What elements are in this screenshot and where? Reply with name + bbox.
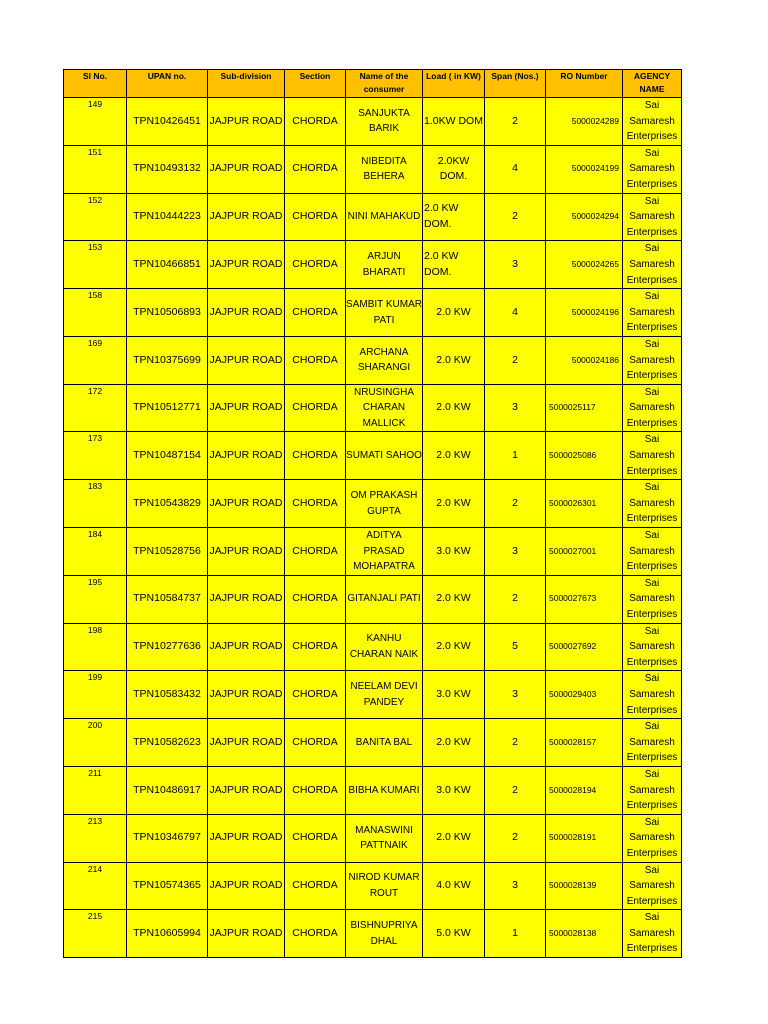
sub-division-cell: JAJPUR ROAD	[208, 241, 285, 289]
table-row	[64, 432, 682, 480]
header-load: Load ( in KW)	[423, 70, 485, 98]
consumer-name-cell: MANASWINI PATTNAIK	[346, 814, 423, 862]
section-cell: CHORDA	[285, 289, 346, 337]
section-cell: CHORDA	[285, 432, 346, 480]
section-cell: CHORDA	[285, 384, 346, 432]
sl-no-cell: 213	[64, 814, 127, 862]
sl-no-cell: 199	[64, 671, 127, 719]
table-row	[64, 241, 682, 289]
consumer-name-cell: ARJUN BHARATI	[346, 241, 423, 289]
load-cell: 2.0 KW	[423, 289, 485, 337]
span-cell: 2	[485, 336, 546, 384]
agency-name-cell: Sai Samaresh Enterprises	[623, 145, 682, 193]
sl-no-cell: 183	[64, 480, 127, 528]
load-cell: 2.0 KW DOM.	[423, 193, 485, 241]
consumer-name-cell: SANJUKTA BARIK	[346, 98, 423, 146]
upan-cell: TPN10574365	[127, 862, 208, 910]
section-cell: CHORDA	[285, 98, 346, 146]
load-cell: 5.0 KW	[423, 910, 485, 958]
upan-cell: TPN10487154	[127, 432, 208, 480]
upan-cell: TPN10426451	[127, 98, 208, 146]
span-cell: 2	[485, 193, 546, 241]
consumer-name-cell: GITANJALI PATI	[346, 575, 423, 623]
ro-number-cell: 5000024294	[546, 193, 623, 241]
span-cell: 5	[485, 623, 546, 671]
ro-number-cell: 5000024186	[546, 336, 623, 384]
agency-name-cell: Sai Samaresh Enterprises	[623, 766, 682, 814]
section-cell: CHORDA	[285, 814, 346, 862]
header-span: Span (Nos.)	[485, 70, 546, 98]
section-cell: CHORDA	[285, 336, 346, 384]
sub-division-cell: JAJPUR ROAD	[208, 289, 285, 337]
ro-number-cell: 5000029403	[546, 671, 623, 719]
span-cell: 2	[485, 719, 546, 767]
span-cell: 2	[485, 98, 546, 146]
header-ro-number: RO Number	[546, 70, 623, 98]
sub-division-cell: JAJPUR ROAD	[208, 384, 285, 432]
agency-name-cell: Sai Samaresh Enterprises	[623, 814, 682, 862]
sl-no-cell: 149	[64, 98, 127, 146]
consumer-name-cell: BIBHA KUMARI	[346, 766, 423, 814]
agency-name-cell: Sai Samaresh Enterprises	[623, 910, 682, 958]
sl-no-cell: 151	[64, 145, 127, 193]
ro-number-cell: 5000024196	[546, 289, 623, 337]
ro-number-cell: 5000028191	[546, 814, 623, 862]
consumer-name-cell: BISHNUPRIYA DHAL	[346, 910, 423, 958]
load-cell: 1.0KW DOM	[423, 98, 485, 146]
span-cell: 3	[485, 862, 546, 910]
ro-number-cell: 5000028138	[546, 910, 623, 958]
consumer-name-cell: NIROD KUMAR ROUT	[346, 862, 423, 910]
table-row	[64, 336, 682, 384]
agency-name-cell: Sai Samaresh Enterprises	[623, 671, 682, 719]
section-cell: CHORDA	[285, 719, 346, 767]
agency-name-cell: Sai Samaresh Enterprises	[623, 623, 682, 671]
table-row	[64, 384, 682, 432]
upan-cell: TPN10375699	[127, 336, 208, 384]
sub-division-cell: JAJPUR ROAD	[208, 336, 285, 384]
span-cell: 1	[485, 910, 546, 958]
agency-name-cell: Sai Samaresh Enterprises	[623, 98, 682, 146]
sl-no-cell: 214	[64, 862, 127, 910]
section-cell: CHORDA	[285, 671, 346, 719]
sl-no-cell: 200	[64, 719, 127, 767]
ro-number-cell: 5000026301	[546, 480, 623, 528]
upan-cell: TPN10506893	[127, 289, 208, 337]
ro-number-cell: 5000025117	[546, 384, 623, 432]
sl-no-cell: 184	[64, 528, 127, 576]
table-row	[64, 910, 682, 958]
upan-cell: TPN10528756	[127, 528, 208, 576]
span-cell: 3	[485, 384, 546, 432]
span-cell: 1	[485, 432, 546, 480]
sl-no-cell: 158	[64, 289, 127, 337]
sub-division-cell: JAJPUR ROAD	[208, 719, 285, 767]
sub-division-cell: JAJPUR ROAD	[208, 575, 285, 623]
sub-division-cell: JAJPUR ROAD	[208, 193, 285, 241]
sub-division-cell: JAJPUR ROAD	[208, 862, 285, 910]
ro-number-cell: 5000025086	[546, 432, 623, 480]
agency-name-cell: Sai Samaresh Enterprises	[623, 241, 682, 289]
sub-division-cell: JAJPUR ROAD	[208, 432, 285, 480]
section-cell: CHORDA	[285, 480, 346, 528]
load-cell: 2.0 KW	[423, 575, 485, 623]
upan-cell: TPN10605994	[127, 910, 208, 958]
section-cell: CHORDA	[285, 575, 346, 623]
load-cell: 2.0 KW	[423, 623, 485, 671]
sub-division-cell: JAJPUR ROAD	[208, 528, 285, 576]
sl-no-cell: 172	[64, 384, 127, 432]
ro-number-cell: 5000027001	[546, 528, 623, 576]
upan-cell: TPN10486917	[127, 766, 208, 814]
load-cell: 2.0 KW DOM.	[423, 241, 485, 289]
consumer-name-cell: BANITA BAL	[346, 719, 423, 767]
table-row	[64, 671, 682, 719]
load-cell: 4.0 KW	[423, 862, 485, 910]
consumer-name-cell: SUMATI SAHOO	[346, 432, 423, 480]
span-cell: 2	[485, 766, 546, 814]
consumer-name-cell: ARCHANA SHARANGI	[346, 336, 423, 384]
ro-number-cell: 5000027692	[546, 623, 623, 671]
section-cell: CHORDA	[285, 145, 346, 193]
table-row	[64, 623, 682, 671]
ro-number-cell: 5000024289	[546, 98, 623, 146]
span-cell: 2	[485, 814, 546, 862]
sub-division-cell: JAJPUR ROAD	[208, 910, 285, 958]
header-upan-no: UPAN no.	[127, 70, 208, 98]
table-row	[64, 98, 682, 146]
ro-number-cell: 5000027673	[546, 575, 623, 623]
header-sub-division: Sub-division	[208, 70, 285, 98]
sub-division-cell: JAJPUR ROAD	[208, 98, 285, 146]
agency-name-cell: Sai Samaresh Enterprises	[623, 528, 682, 576]
table-row	[64, 528, 682, 576]
sl-no-cell: 215	[64, 910, 127, 958]
span-cell: 2	[485, 480, 546, 528]
sl-no-cell: 152	[64, 193, 127, 241]
consumer-table	[63, 69, 682, 958]
upan-cell: TPN10466851	[127, 241, 208, 289]
span-cell: 3	[485, 241, 546, 289]
table-row	[64, 193, 682, 241]
consumer-name-cell: ADITYA PRASAD MOHAPATRA	[346, 528, 423, 576]
load-cell: 3.0 KW	[423, 671, 485, 719]
ro-number-cell: 5000028157	[546, 719, 623, 767]
consumer-name-cell: NEELAM DEVI PANDEY	[346, 671, 423, 719]
table-row	[64, 862, 682, 910]
load-cell: 2.0 KW	[423, 480, 485, 528]
load-cell: 2.0 KW	[423, 336, 485, 384]
load-cell: 2.0 KW	[423, 384, 485, 432]
section-cell: CHORDA	[285, 241, 346, 289]
consumer-name-cell: SAMBIT KUMAR PATI	[346, 289, 423, 337]
table-row	[64, 145, 682, 193]
table-row	[64, 814, 682, 862]
table-row	[64, 575, 682, 623]
section-cell: CHORDA	[285, 862, 346, 910]
consumer-name-cell: NIBEDITA BEHERA	[346, 145, 423, 193]
span-cell: 3	[485, 528, 546, 576]
table-row	[64, 480, 682, 528]
ro-number-cell: 5000024199	[546, 145, 623, 193]
sub-division-cell: JAJPUR ROAD	[208, 766, 285, 814]
upan-cell: TPN10277636	[127, 623, 208, 671]
agency-name-cell: Sai Samaresh Enterprises	[623, 336, 682, 384]
sub-division-cell: JAJPUR ROAD	[208, 145, 285, 193]
span-cell: 4	[485, 289, 546, 337]
sub-division-cell: JAJPUR ROAD	[208, 814, 285, 862]
upan-cell: TPN10583432	[127, 671, 208, 719]
sl-no-cell: 153	[64, 241, 127, 289]
section-cell: CHORDA	[285, 766, 346, 814]
table-row	[64, 289, 682, 337]
ro-number-cell: 5000028139	[546, 862, 623, 910]
sl-no-cell: 195	[64, 575, 127, 623]
sl-no-cell: 173	[64, 432, 127, 480]
consumer-name-cell: NRUSINGHA CHARAN MALLICK	[346, 384, 423, 432]
section-cell: CHORDA	[285, 623, 346, 671]
upan-cell: TPN10346797	[127, 814, 208, 862]
table-row	[64, 719, 682, 767]
header-agency-name: AGENCY NAME	[623, 70, 682, 98]
load-cell: 2.0 KW	[423, 719, 485, 767]
sub-division-cell: JAJPUR ROAD	[208, 671, 285, 719]
span-cell: 3	[485, 671, 546, 719]
header-sl-no: Sl No.	[64, 70, 127, 98]
agency-name-cell: Sai Samaresh Enterprises	[623, 575, 682, 623]
consumer-name-cell: NINI MAHAKUD	[346, 193, 423, 241]
sl-no-cell: 198	[64, 623, 127, 671]
section-cell: CHORDA	[285, 910, 346, 958]
load-cell: 3.0 KW	[423, 766, 485, 814]
span-cell: 4	[485, 145, 546, 193]
load-cell: 2.0KW DOM.	[423, 145, 485, 193]
upan-cell: TPN10543829	[127, 480, 208, 528]
consumer-name-cell: OM PRAKASH GUPTA	[346, 480, 423, 528]
agency-name-cell: Sai Samaresh Enterprises	[623, 862, 682, 910]
agency-name-cell: Sai Samaresh Enterprises	[623, 384, 682, 432]
agency-name-cell: Sai Samaresh Enterprises	[623, 480, 682, 528]
ro-number-cell: 5000024265	[546, 241, 623, 289]
sub-division-cell: JAJPUR ROAD	[208, 623, 285, 671]
upan-cell: TPN10582623	[127, 719, 208, 767]
upan-cell: TPN10512771	[127, 384, 208, 432]
upan-cell: TPN10493132	[127, 145, 208, 193]
agency-name-cell: Sai Samaresh Enterprises	[623, 289, 682, 337]
load-cell: 2.0 KW	[423, 432, 485, 480]
header-consumer-name: Name of the consumer	[346, 70, 423, 98]
agency-name-cell: Sai Samaresh Enterprises	[623, 193, 682, 241]
consumer-name-cell: KANHU CHARAN NAIK	[346, 623, 423, 671]
section-cell: CHORDA	[285, 193, 346, 241]
upan-cell: TPN10584737	[127, 575, 208, 623]
load-cell: 2.0 KW	[423, 814, 485, 862]
table-row	[64, 766, 682, 814]
section-cell: CHORDA	[285, 528, 346, 576]
agency-name-cell: Sai Samaresh Enterprises	[623, 719, 682, 767]
header-section: Section	[285, 70, 346, 98]
ro-number-cell: 5000028194	[546, 766, 623, 814]
span-cell: 2	[485, 575, 546, 623]
sl-no-cell: 169	[64, 336, 127, 384]
sl-no-cell: 211	[64, 766, 127, 814]
upan-cell: TPN10444223	[127, 193, 208, 241]
header-row	[64, 70, 682, 98]
agency-name-cell: Sai Samaresh Enterprises	[623, 432, 682, 480]
load-cell: 3.0 KW	[423, 528, 485, 576]
sub-division-cell: JAJPUR ROAD	[208, 480, 285, 528]
